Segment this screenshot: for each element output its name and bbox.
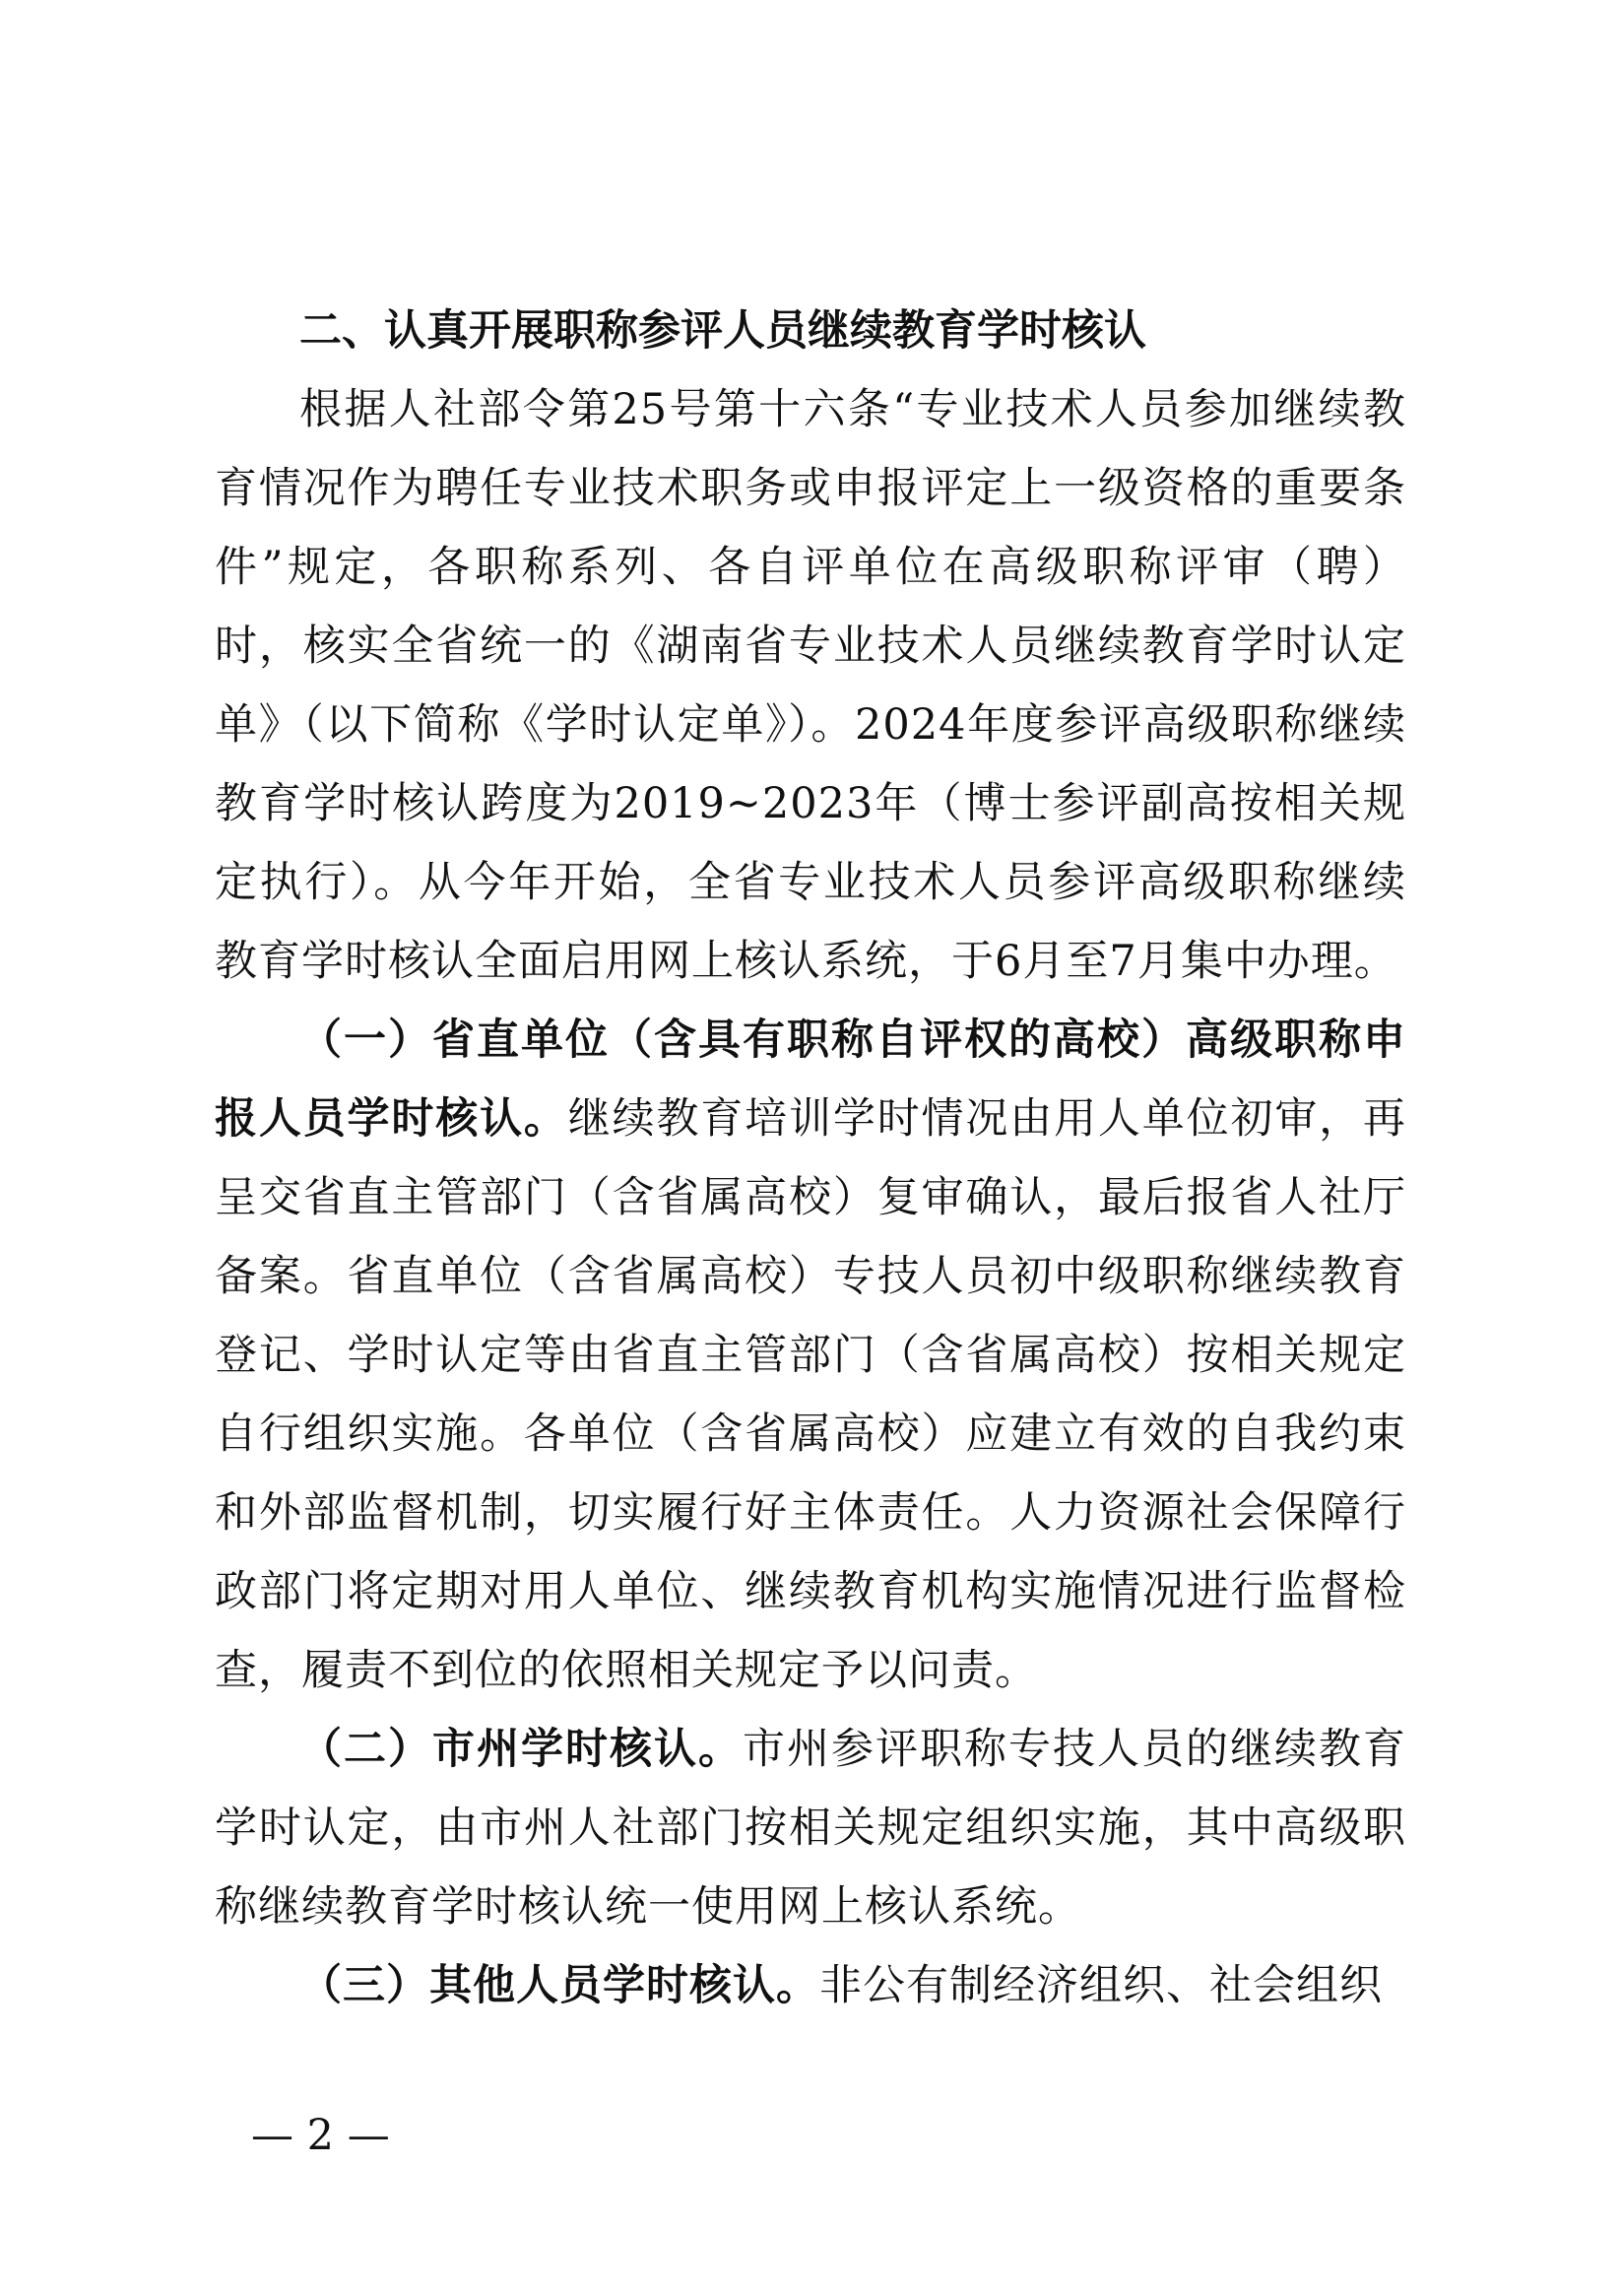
paragraph-lead: （三）其他人员学时核认。: [299, 1961, 819, 2010]
paragraph-text: 根据人社部令第25号第十六条“专业技术人员参加继续教育情况作为聘任专业技术职务或申报评定上一级资格的重要条件”规定，各职称系列、各自评单位在高级职称评审（聘）时，核实全省统一的《湖南省专业技术人员继续教育学时认定单》（以下简称《学时认定单》）。2024年度参评高级职称继续教育学时核认跨度为2019~2023年（博士参评副高按相关规定执行）。从今年开始，全省专业技术人员参评高级职称继续教育学时核认全面启用网上核认系统，于6月至7月集中办理。: [215, 385, 1406, 986]
document-body: [215, 292, 1406, 2025]
paragraph-lead: （一）省直单位（含具有职称自评权的高校）高级职称申报人员学时核认。: [215, 1016, 1406, 1144]
paragraph-text: 非公有制经济组织、社会组织: [819, 1961, 1383, 2010]
paragraph-text: 市州参评职称专技人员的继续教育学时认定，由市州人社部门按相关规定组织实施，其中高级职称继续教育学时核认统一使用网上核认系统。: [215, 1725, 1406, 1932]
paragraph-lead: （二）市州学时核认。: [299, 1725, 743, 1774]
paragraph-text: 继续教育培训学时情况由用人单位初审，再呈交省直主管部门（含省属高校）复审确认，最后报省人社厅备案。省直单位（含省属高校）专技人员初中级职称继续教育登记、学时认定等由省直主管部门（含省属高校）按相关规定自行组织实施。各单位（含省属高校）应建立有效的自我约束和外部监督机制，切实履行好主体责任。人力资源社会保障行政部门将定期对用人单位、继续教育机构实施情况进行监督检查，履责不到位的依照相关规定予以问责。: [215, 1094, 1407, 1695]
paragraph-basis: [215, 370, 1406, 1001]
paragraph-other-personnel: [215, 1946, 1406, 2025]
paragraph-provincial-units: [215, 1001, 1406, 1710]
paragraph-city-prefecture: [215, 1710, 1406, 1946]
section-heading: 二、认真开展职称参评人员继续教育学时核认: [299, 306, 1146, 356]
page-number: — 2 —: [251, 2111, 390, 2160]
